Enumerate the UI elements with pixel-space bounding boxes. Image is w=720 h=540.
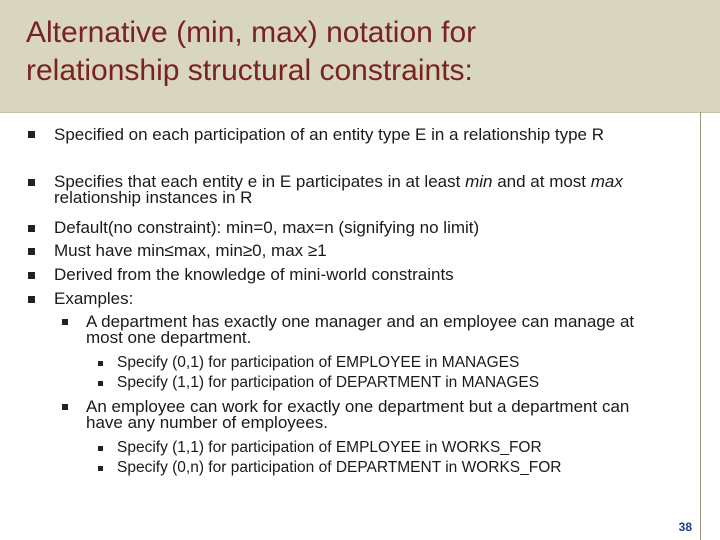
bullet-2-text: Specifies that each entity e in E participates in at least min and at most max relationship instances in R <box>54 172 623 207</box>
bullet-square-icon <box>28 179 35 186</box>
bullet-square-icon <box>28 296 35 303</box>
subitem-text <box>117 438 677 458</box>
slide-title-line-2: relationship structural constraints: <box>26 54 473 87</box>
example-1-sub-2: Specify (1,1) for participation of DEPARTMENT in MANAGES <box>117 374 540 391</box>
bullet-square-icon <box>98 466 103 471</box>
bullet-square-icon <box>28 248 35 255</box>
max-emphasis: max <box>590 172 623 191</box>
bullet-square-icon <box>98 381 103 386</box>
bullet-6-text: Examples: <box>54 289 134 308</box>
example-2-sub-2: Specify (0,n) for participation of DEPARTMENT in WORKS_FOR <box>117 459 562 476</box>
bullet-text <box>54 291 654 307</box>
bullet-square-icon <box>28 131 35 138</box>
bullet-square-icon <box>28 225 35 232</box>
bullet-4-text: Must have min≤max, min≥0, max ≥1 <box>54 241 327 260</box>
bullet-square-icon <box>98 446 103 451</box>
bullet-3-text: Default(no constraint): min=0, max=n (signifying no limit) <box>54 218 480 237</box>
bullet-1-text: Specified on each participation of an entity type E in a relationship type R <box>54 125 605 144</box>
page-number: 38 <box>678 520 692 534</box>
example-text <box>86 314 666 346</box>
bullet-text <box>54 127 654 143</box>
bullet-square-icon <box>62 319 68 325</box>
bullet-square-icon <box>28 272 35 279</box>
slide-title-line-1: Alternative (min, max) notation for <box>26 16 477 49</box>
example-2-sub-1: Specify (1,1) for participation of EMPLOYEE in WORKS_FOR <box>117 439 542 456</box>
example-text <box>86 399 666 431</box>
bullet-text <box>54 267 654 283</box>
min-emphasis: min <box>465 172 493 191</box>
example-2-text: An employee can work for exactly one department but a department can have any number of employees. <box>86 397 630 432</box>
subitem-text <box>117 458 677 478</box>
subitem-text <box>117 353 677 373</box>
example-1-sub-1: Specify (0,1) for participation of EMPLOYEE in MANAGES <box>117 354 520 371</box>
bullet-square-icon <box>98 361 103 366</box>
bullet-text <box>54 220 654 236</box>
bullet-5-text: Derived from the knowledge of mini-world constraints <box>54 265 454 284</box>
bullet-text <box>54 243 654 259</box>
bullet-text <box>54 174 654 206</box>
subitem-text <box>117 373 677 393</box>
example-1-text: A department has exactly one manager and an employee can manage at most one department. <box>86 312 635 347</box>
bullet-square-icon <box>62 404 68 410</box>
